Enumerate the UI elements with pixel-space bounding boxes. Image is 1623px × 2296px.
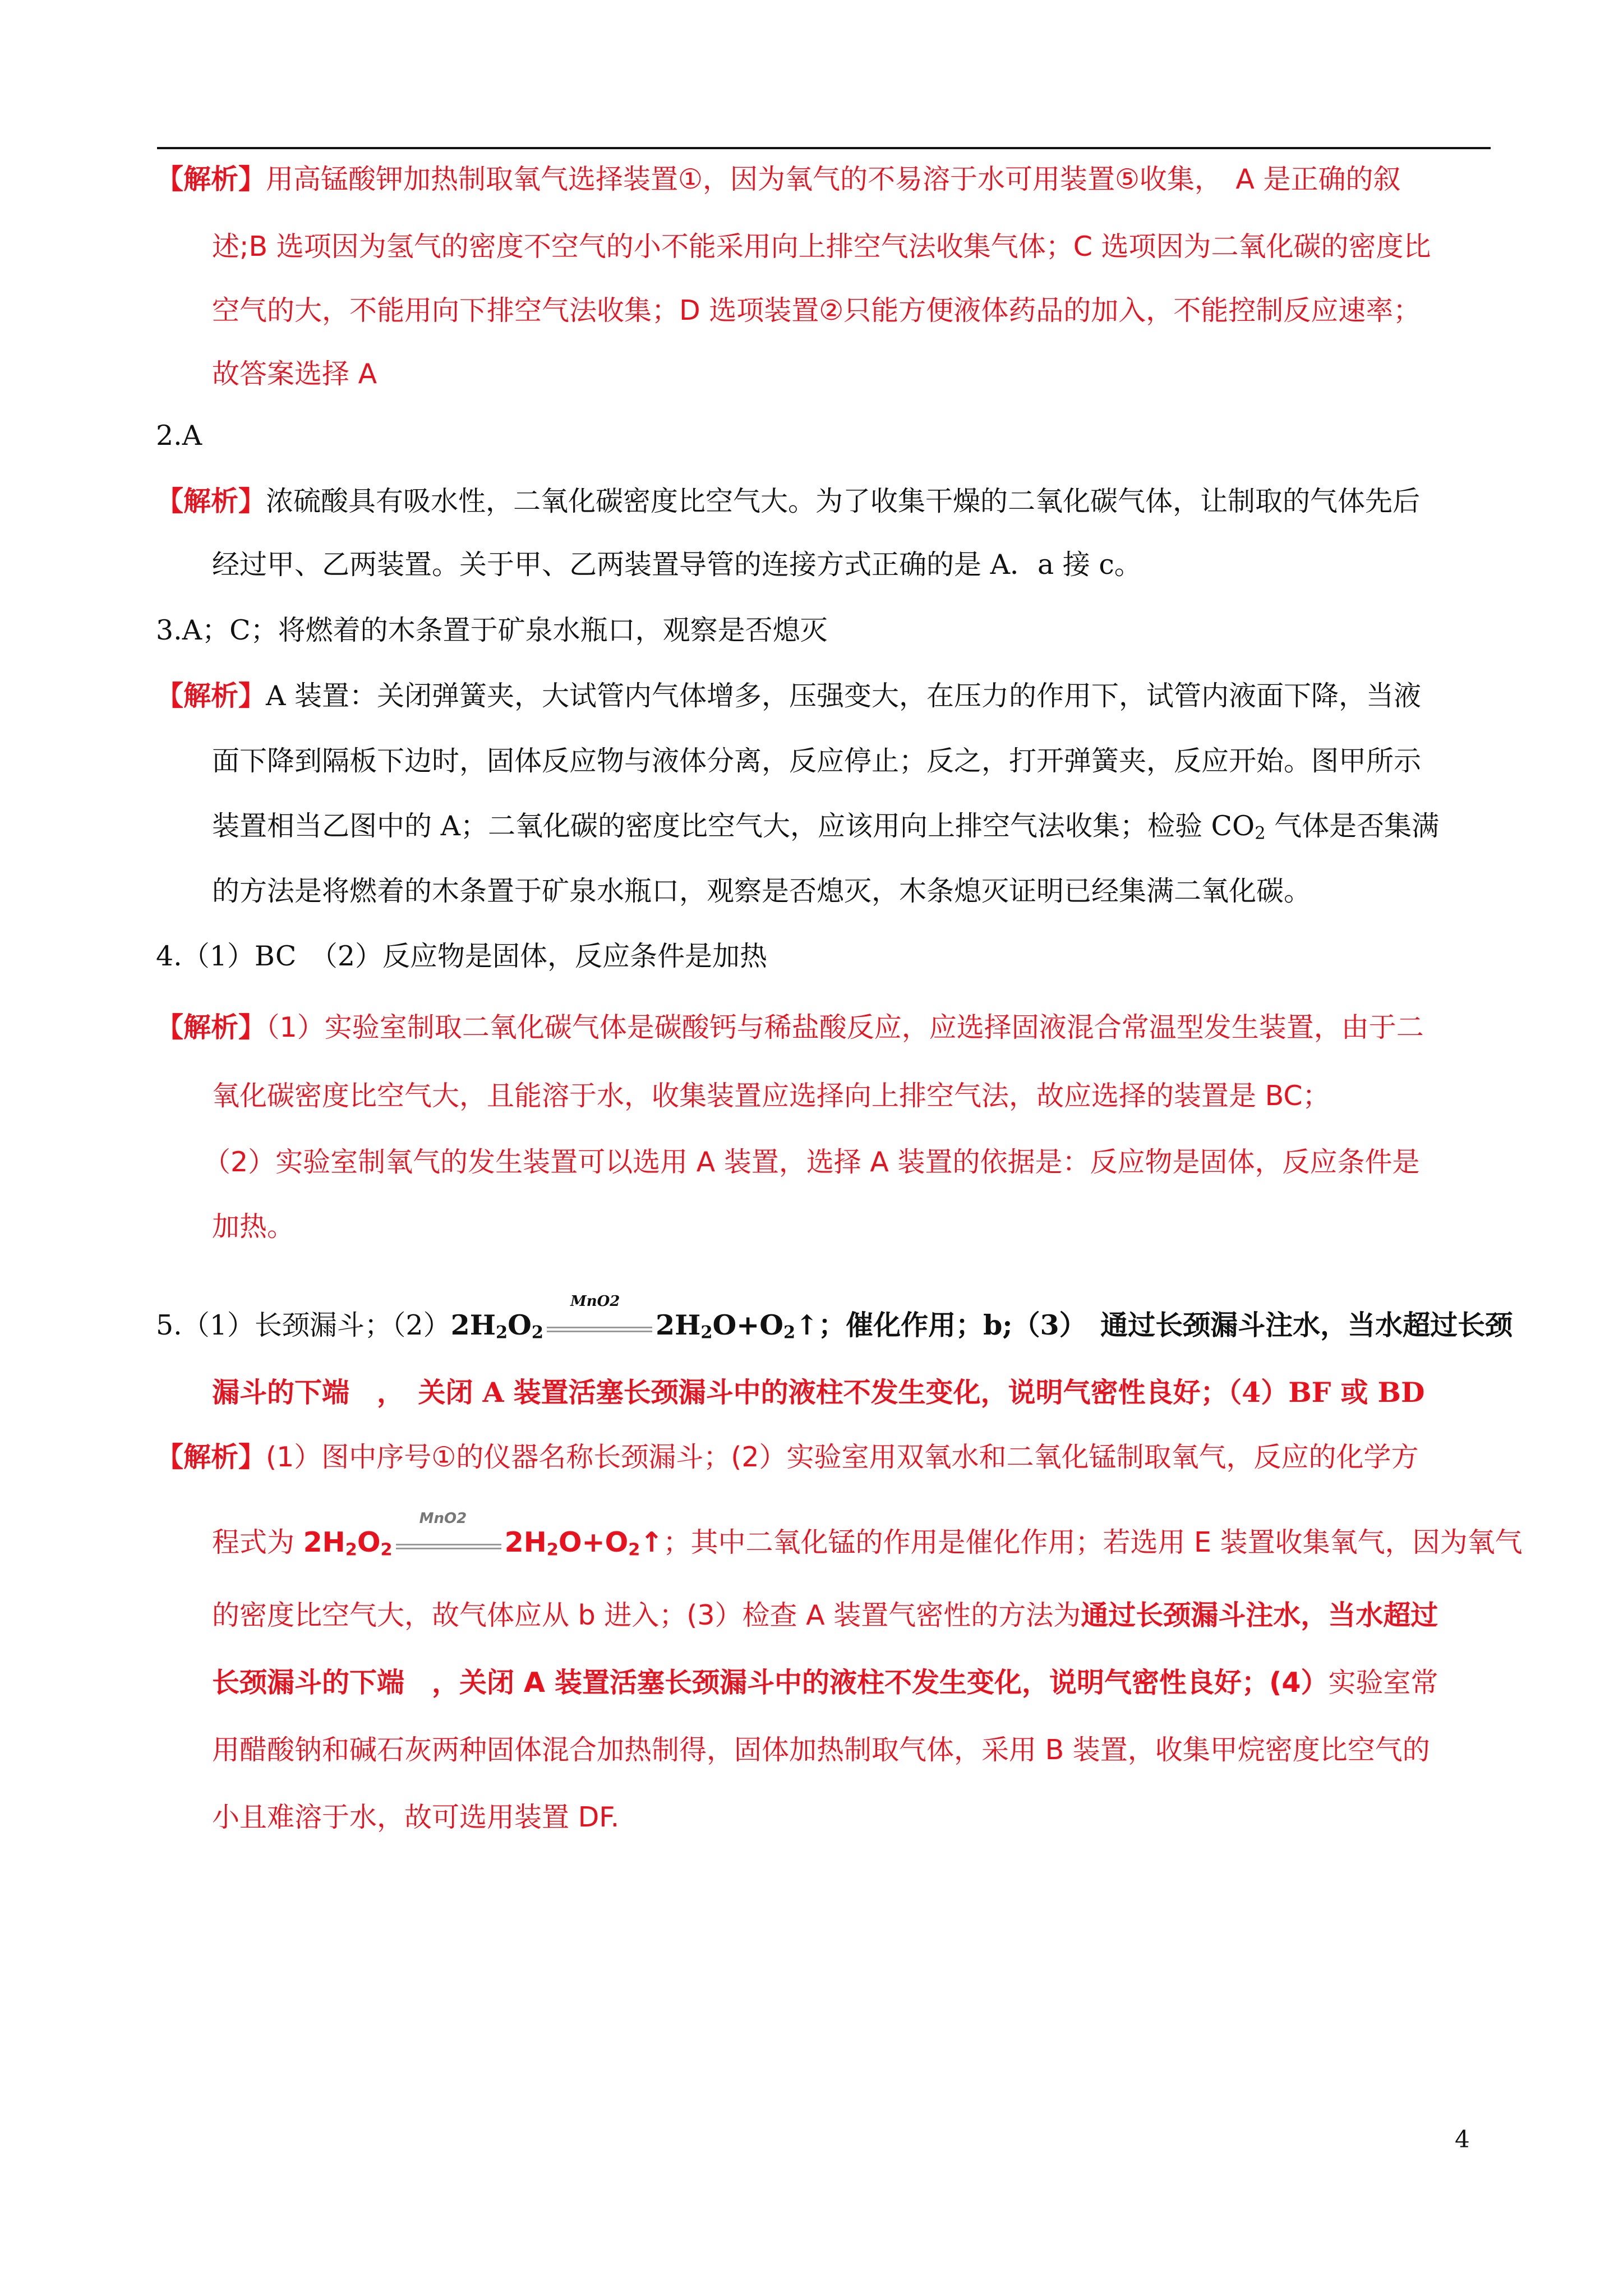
analysis-1-line-1 xyxy=(156,162,1400,197)
analysis-text: (1）图中序号①的仪器名称长颈漏斗；(2）实验室用双氧水和二氧化锰制取氧气，反应的化学方 xyxy=(266,1441,1419,1473)
analysis-tag: 【解析】 xyxy=(156,1011,266,1043)
equation xyxy=(303,1510,663,1560)
text-run: 通过长颈漏斗注水，当水超过 xyxy=(1081,1599,1438,1631)
analysis-text: 浓硫酸具有吸水性，二氧化碳密度比空气大。为了收集干燥的二氧化碳气体，让制取的气体先后 xyxy=(266,485,1421,517)
eq-part: 2H xyxy=(450,1309,496,1341)
analysis-4-line-1 xyxy=(156,1010,1424,1046)
answer-3: 3.A；C；将燃着的木条置于矿泉水瓶口，观察是否熄灭 xyxy=(156,614,828,646)
eq-part: O xyxy=(508,1309,532,1341)
analysis-5-line-6: 小且难溶于水，故可选用装置 DF. xyxy=(212,1801,620,1833)
subscript: 2 xyxy=(531,1322,543,1343)
text-run: 催化作用；b;（3） 通过长颈漏斗注水，当水超过长颈 xyxy=(846,1309,1513,1341)
analysis-1-line-2: 述;B 选项因为氢气的密度不空气的小不能采用向上排空气法收集气体；C 选项因为二氧化碳的密度比 xyxy=(212,231,1431,263)
analysis-text: （1）实验室制取二氧化碳气体是碳酸钙与稀盐酸反应，应选择固液混合常温型发生装置，由于二 xyxy=(266,1011,1424,1043)
analysis-5-line-4 xyxy=(212,1665,1438,1701)
subscript: 2 xyxy=(345,1540,357,1560)
text-run: 程式为 xyxy=(212,1526,303,1558)
analysis-1-line-3: 空气的大，不能用向下排空气法收集；D 选项装置②只能方便液体药品的加入，不能控制反应速率； xyxy=(212,295,1421,326)
analysis-4-line-4: 加热。 xyxy=(212,1211,295,1243)
analysis-tag: 【解析】 xyxy=(156,485,266,517)
arrow-bar xyxy=(547,1327,652,1328)
eq-part: ↑ xyxy=(640,1526,663,1558)
subscript: 2 xyxy=(700,1322,713,1343)
text-run: 的密度比空气大，故气体应从 b 进入；(3）检查 A 装置气密性的方法为 xyxy=(212,1599,1081,1631)
answer-5-line-1 xyxy=(156,1293,1513,1343)
analysis-1-line-4: 故答案选择 A xyxy=(212,358,377,390)
subscript: 2 xyxy=(546,1540,559,1560)
eq-part: O xyxy=(357,1526,381,1558)
text-run: 气体是否集满 xyxy=(1265,810,1440,842)
analysis-2-line-1 xyxy=(156,484,1420,519)
analysis-text: 用高锰酸钾加热制取氧气选择装置①，因为氧气的不易溶于水可用装置⑤收集， A 是正确的叙 xyxy=(266,163,1401,195)
eq-part: O+O xyxy=(712,1309,783,1341)
header-rule xyxy=(157,147,1491,149)
analysis-4-line-2: 氧化碳密度比空气大，且能溶于水，收集装置应选择向上排空气法，故应选择的装置是 BC； xyxy=(212,1080,1330,1112)
analysis-5-line-1 xyxy=(156,1439,1419,1475)
eq-part: 2H xyxy=(655,1309,701,1341)
analysis-tag: 【解析】 xyxy=(156,680,266,712)
analysis-3-line-3 xyxy=(212,808,1439,844)
answer-4: 4.（1）BC （2）反应物是固体，反应条件是加热 xyxy=(156,940,768,972)
analysis-3-line-2: 面下降到隔板下边时，固体反应物与液体分离，反应停止；反之，打开弹簧夹，反应开始。图甲所示 xyxy=(212,745,1422,777)
text-run: 长颈漏斗的下端 ，关闭 A 装置活塞长颈漏斗中的液柱不发生变化，说明气密性良好；(4） xyxy=(212,1667,1329,1699)
text-run: 实验室常 xyxy=(1328,1667,1438,1699)
subscript: 2 xyxy=(380,1540,393,1560)
analysis-2-line-2: 经过甲、乙两装置。关于甲、乙两装置导管的连接方式正确的是 A．a 接 c。 xyxy=(212,549,1142,581)
analysis-5-line-5: 用醋酸钠和碱石灰两种固体混合加热制得，固体加热制取气体，采用 B 装置，收集甲烷密度比空气的 xyxy=(212,1734,1430,1766)
text-run: ；其中二氧化锰的作用是催化作用；若选用 E 装置收集氧气，因为氧气 xyxy=(663,1526,1523,1558)
analysis-5-line-3 xyxy=(212,1598,1438,1634)
eq-part: 2H xyxy=(504,1526,547,1558)
eq-part: ↑； xyxy=(795,1309,846,1341)
eq-part: 2H xyxy=(303,1526,345,1558)
analysis-4-line-3: （2）实验室制氧气的发生装置可以选用 A 装置，选择 A 装置的依据是：反应物是固体，反应条件是 xyxy=(203,1146,1420,1178)
eq-part: O+O xyxy=(558,1526,629,1558)
subscript: 2 xyxy=(628,1540,640,1560)
analysis-5-line-2 xyxy=(212,1510,1523,1561)
analysis-tag: 【解析】 xyxy=(156,1441,266,1473)
catalyst-label: MnO2 xyxy=(419,1510,467,1527)
text-run: 装置相当乙图中的 A；二氧化碳的密度比空气大，应该用向上排空气法收集；检验 CO xyxy=(212,810,1255,842)
arrow-bar xyxy=(396,1548,501,1549)
answer-2: 2.A xyxy=(156,420,202,452)
reaction-arrow xyxy=(543,1293,656,1343)
analysis-3-line-4: 的方法是将燃着的木条置于矿泉水瓶口，观察是否熄灭，木条熄灭证明已经集满二氧化碳。 xyxy=(212,875,1312,907)
text-run: 5.（1）长颈漏斗；（2） xyxy=(156,1309,451,1341)
subscript: 2 xyxy=(496,1322,508,1343)
subscript: 2 xyxy=(1255,823,1266,844)
catalyst-label: MnO2 xyxy=(570,1293,620,1310)
subscript: 2 xyxy=(783,1322,796,1343)
answer-5-line-2: 漏斗的下端 ， 关闭 A 装置活塞长颈漏斗中的液柱不发生变化，说明气密性良好；（4）BF 或 BD xyxy=(212,1376,1425,1409)
arrow-bar xyxy=(547,1331,652,1332)
equation xyxy=(450,1293,846,1343)
analysis-text: A 装置：关闭弹簧夹，大试管内气体增多，压强变大，在压力的作用下，试管内液面下降，当液 xyxy=(266,680,1421,712)
analysis-tag: 【解析】 xyxy=(156,163,266,195)
page-number: 4 xyxy=(1455,2125,1470,2153)
reaction-arrow xyxy=(393,1510,505,1561)
arrow-bar xyxy=(396,1544,501,1545)
analysis-3-line-1 xyxy=(156,678,1421,714)
